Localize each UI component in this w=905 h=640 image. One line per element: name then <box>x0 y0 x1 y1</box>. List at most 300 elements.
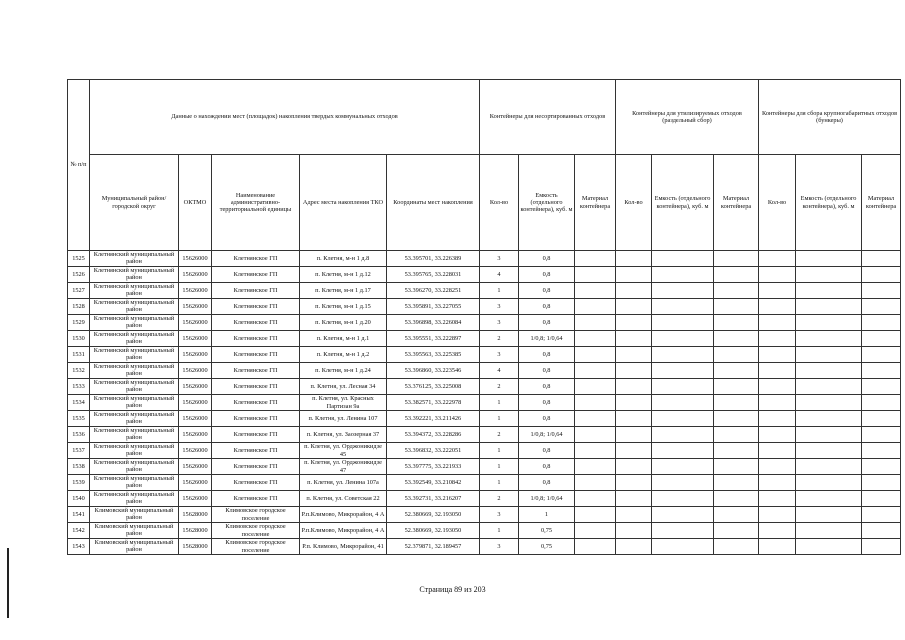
unsorted-material-cell <box>575 427 616 443</box>
sorted-material-cell <box>714 347 759 363</box>
table-row <box>68 459 901 475</box>
header-sorted-group: Контейнеры для утилизируемых отходов (раздельный сбор) <box>616 80 759 155</box>
coords-cell: 53.394372, 33.228286 <box>387 427 480 443</box>
sorted-capacity-cell <box>652 331 714 347</box>
unsorted-capacity-cell: 0,8 <box>519 267 575 283</box>
sorted-material-cell <box>714 491 759 507</box>
coords-cell: 52.379871, 32.189457 <box>387 539 480 555</box>
coords-cell: 53.376125, 33.225008 <box>387 379 480 395</box>
sorted-capacity-cell <box>652 459 714 475</box>
bulky-capacity-cell <box>796 507 862 523</box>
sorted-qty-cell <box>616 523 652 539</box>
address-cell: п. Клетня, ул. Красных Партизан 9а <box>300 395 387 411</box>
unsorted-capacity-cell: 1/0,8; 1/0,64 <box>519 427 575 443</box>
sorted-qty-cell <box>616 539 652 555</box>
sorted-qty-cell <box>616 427 652 443</box>
address-cell: Р.п.Климово, Микрорайон, 4 А <box>300 507 387 523</box>
header-location-group: Данные о нахождении мест (площадок) накопления твердых коммунальных отходов <box>90 80 480 155</box>
bulky-qty-cell <box>759 459 796 475</box>
unsorted-capacity-cell: 0,8 <box>519 443 575 459</box>
unsorted-material-cell <box>575 539 616 555</box>
sorted-qty-cell <box>616 283 652 299</box>
coords-cell: 53.396898, 33.226084 <box>387 315 480 331</box>
bulky-capacity-cell <box>796 267 862 283</box>
oktmo-cell: 15626000 <box>179 395 212 411</box>
bulky-qty-cell <box>759 523 796 539</box>
table-row <box>68 491 901 507</box>
address-cell: Р.п. Климово, Микрорайон, 41 <box>300 539 387 555</box>
row-number: 1533 <box>68 379 90 395</box>
unsorted-qty-cell: 1 <box>480 443 519 459</box>
sorted-material-cell <box>714 523 759 539</box>
address-cell: п. Клетня, м-н 1 д.12 <box>300 267 387 283</box>
coords-cell: 53.395765, 33.228031 <box>387 267 480 283</box>
oktmo-cell: 15626000 <box>179 475 212 491</box>
municipality-cell: Климовский муниципальный район <box>90 539 179 555</box>
row-number: 1541 <box>68 507 90 523</box>
unsorted-capacity-cell: 1/0,8; 1/0,64 <box>519 331 575 347</box>
bulky-material-cell <box>862 283 901 299</box>
bulky-material-cell <box>862 523 901 539</box>
oktmo-cell: 15626000 <box>179 331 212 347</box>
address-cell: п. Клетня, м-н 1 д.8 <box>300 251 387 267</box>
bulky-capacity-cell <box>796 443 862 459</box>
territory-cell: Клетнянское ГП <box>212 491 300 507</box>
row-number: 1528 <box>68 299 90 315</box>
sorted-material-cell <box>714 299 759 315</box>
oktmo-cell: 15626000 <box>179 363 212 379</box>
sorted-qty-cell <box>616 251 652 267</box>
territory-cell: Клетнянское ГП <box>212 299 300 315</box>
unsorted-capacity-cell: 0,8 <box>519 347 575 363</box>
territory-cell: Климовское городское поселение <box>212 523 300 539</box>
bulky-material-cell <box>862 363 901 379</box>
bulky-material-cell <box>862 507 901 523</box>
unsorted-material-cell <box>575 315 616 331</box>
oktmo-cell: 15628000 <box>179 539 212 555</box>
bulky-material-cell <box>862 411 901 427</box>
coords-cell: 53.395891, 33.227055 <box>387 299 480 315</box>
municipality-cell: Клетнянский муниципальный район <box>90 459 179 475</box>
address-cell: п. Клетня, ул. Орджоникидзе 47 <box>300 459 387 475</box>
territory-cell: Клетнянское ГП <box>212 347 300 363</box>
unsorted-capacity-cell: 0,8 <box>519 395 575 411</box>
sorted-material-cell <box>714 539 759 555</box>
sorted-material-cell <box>714 507 759 523</box>
oktmo-cell: 15628000 <box>179 523 212 539</box>
unsorted-qty-cell: 2 <box>480 379 519 395</box>
bulky-capacity-cell <box>796 475 862 491</box>
coords-cell: 53.396860, 33.223546 <box>387 363 480 379</box>
table-row <box>68 507 901 523</box>
unsorted-capacity-cell: 1/0,8; 1/0,64 <box>519 491 575 507</box>
bulky-capacity-cell <box>796 427 862 443</box>
bulky-qty-cell <box>759 411 796 427</box>
unsorted-qty-cell: 2 <box>480 331 519 347</box>
unsorted-capacity-cell: 0,8 <box>519 251 575 267</box>
oktmo-cell: 15626000 <box>179 379 212 395</box>
unsorted-qty-cell: 3 <box>480 507 519 523</box>
sorted-capacity-cell <box>652 411 714 427</box>
sorted-material-cell <box>714 395 759 411</box>
bulky-material-cell <box>862 315 901 331</box>
municipality-cell: Клетнянский муниципальный район <box>90 411 179 427</box>
unsorted-qty-cell: 1 <box>480 475 519 491</box>
bulky-qty-cell <box>759 507 796 523</box>
unsorted-qty-cell: 2 <box>480 491 519 507</box>
header-municipality: Муниципальный район/городской округ <box>90 155 179 251</box>
sorted-material-cell <box>714 251 759 267</box>
municipality-cell: Клетнянский муниципальный район <box>90 267 179 283</box>
bulky-qty-cell <box>759 379 796 395</box>
bulky-qty-cell <box>759 267 796 283</box>
address-cell: п. Клетня, м-н 1 д.15 <box>300 299 387 315</box>
address-cell: п. Клетня, ул. Ленина 107 <box>300 411 387 427</box>
unsorted-qty-cell: 1 <box>480 411 519 427</box>
table-row <box>68 475 901 491</box>
unsorted-capacity-cell: 0,75 <box>519 539 575 555</box>
bulky-material-cell <box>862 299 901 315</box>
row-number: 1537 <box>68 443 90 459</box>
table-row <box>68 523 901 539</box>
header-bulky-material: Материал контейнера <box>862 155 901 251</box>
municipality-cell: Клетнянский муниципальный район <box>90 491 179 507</box>
header-bulky-qty: Кол-во <box>759 155 796 251</box>
page-number: Страница 89 из 203 <box>419 585 486 594</box>
bulky-material-cell <box>862 475 901 491</box>
oktmo-cell: 15626000 <box>179 491 212 507</box>
row-number: 1529 <box>68 315 90 331</box>
municipality-cell: Клетнянский муниципальный район <box>90 347 179 363</box>
oktmo-cell: 15626000 <box>179 347 212 363</box>
register-sheet <box>67 79 901 555</box>
bulky-material-cell <box>862 491 901 507</box>
table-row <box>68 539 901 555</box>
municipality-cell: Климовский муниципальный район <box>90 507 179 523</box>
bulky-capacity-cell <box>796 539 862 555</box>
row-number: 1532 <box>68 363 90 379</box>
sorted-qty-cell <box>616 331 652 347</box>
sorted-capacity-cell <box>652 363 714 379</box>
territory-cell: Клетнянское ГП <box>212 475 300 491</box>
unsorted-material-cell <box>575 459 616 475</box>
header-unsorted-material: Материал контейнера <box>575 155 616 251</box>
margin-rule <box>7 548 9 618</box>
bulky-capacity-cell <box>796 347 862 363</box>
table-body <box>68 251 901 555</box>
header-unsorted-capacity: Емкость (отдельного контейнера), куб. м <box>519 155 575 251</box>
unsorted-material-cell <box>575 267 616 283</box>
sorted-capacity-cell <box>652 507 714 523</box>
territory-cell: Клетнянское ГП <box>212 459 300 475</box>
unsorted-qty-cell: 3 <box>480 347 519 363</box>
bulky-capacity-cell <box>796 523 862 539</box>
territory-cell: Клетнянское ГП <box>212 283 300 299</box>
row-number: 1530 <box>68 331 90 347</box>
row-number: 1536 <box>68 427 90 443</box>
unsorted-material-cell <box>575 507 616 523</box>
sorted-material-cell <box>714 427 759 443</box>
territory-cell: Климовское городское поселение <box>212 507 300 523</box>
bulky-capacity-cell <box>796 411 862 427</box>
sorted-material-cell <box>714 315 759 331</box>
territory-cell: Клетнянское ГП <box>212 379 300 395</box>
header-sorted-material: Материал контейнера <box>714 155 759 251</box>
sorted-material-cell <box>714 459 759 475</box>
sorted-capacity-cell <box>652 427 714 443</box>
oktmo-cell: 15626000 <box>179 427 212 443</box>
sorted-capacity-cell <box>652 539 714 555</box>
sorted-capacity-cell <box>652 379 714 395</box>
sorted-capacity-cell <box>652 251 714 267</box>
unsorted-qty-cell: 3 <box>480 251 519 267</box>
bulky-material-cell <box>862 427 901 443</box>
table-row <box>68 443 901 459</box>
municipality-cell: Клетнянский муниципальный район <box>90 475 179 491</box>
address-cell: п. Клетня, ул. Советская 22 <box>300 491 387 507</box>
row-number: 1538 <box>68 459 90 475</box>
municipality-cell: Клетнянский муниципальный район <box>90 395 179 411</box>
coords-cell: 53.395551, 33.222897 <box>387 331 480 347</box>
bulky-qty-cell <box>759 363 796 379</box>
bulky-material-cell <box>862 251 901 267</box>
municipality-cell: Клетнянский муниципальный район <box>90 283 179 299</box>
bulky-qty-cell <box>759 251 796 267</box>
unsorted-material-cell <box>575 299 616 315</box>
bulky-capacity-cell <box>796 331 862 347</box>
territory-cell: Клетнянское ГП <box>212 411 300 427</box>
sorted-capacity-cell <box>652 315 714 331</box>
coords-cell: 53.396270, 33.228251 <box>387 283 480 299</box>
row-number: 1543 <box>68 539 90 555</box>
sorted-qty-cell <box>616 475 652 491</box>
waste-sites-table <box>67 79 901 555</box>
table-row <box>68 427 901 443</box>
bulky-material-cell <box>862 395 901 411</box>
territory-cell: Клетнянское ГП <box>212 395 300 411</box>
sorted-material-cell <box>714 443 759 459</box>
unsorted-capacity-cell: 0,75 <box>519 523 575 539</box>
unsorted-capacity-cell: 0,8 <box>519 475 575 491</box>
unsorted-capacity-cell: 0,8 <box>519 315 575 331</box>
municipality-cell: Клетнянский муниципальный район <box>90 315 179 331</box>
unsorted-material-cell <box>575 251 616 267</box>
unsorted-capacity-cell: 0,8 <box>519 411 575 427</box>
address-cell: п. Клетня, м-н 1 д.24 <box>300 363 387 379</box>
bulky-capacity-cell <box>796 459 862 475</box>
bulky-qty-cell <box>759 395 796 411</box>
oktmo-cell: 15626000 <box>179 267 212 283</box>
header-address: Адрес места накопления ТКО <box>300 155 387 251</box>
oktmo-cell: 15626000 <box>179 411 212 427</box>
bulky-qty-cell <box>759 283 796 299</box>
territory-cell: Клетнянское ГП <box>212 331 300 347</box>
sorted-qty-cell <box>616 443 652 459</box>
bulky-qty-cell <box>759 347 796 363</box>
bulky-material-cell <box>862 379 901 395</box>
sorted-qty-cell <box>616 507 652 523</box>
unsorted-qty-cell: 1 <box>480 395 519 411</box>
table-row <box>68 363 901 379</box>
address-cell: п. Клетня, ул. Орджоникидзе 45 <box>300 443 387 459</box>
header-territory: Наименование административно-территориальной единицы <box>212 155 300 251</box>
municipality-cell: Климовский муниципальный район <box>90 523 179 539</box>
unsorted-material-cell <box>575 331 616 347</box>
address-cell: п. Клетня, ул. Заозерная 37 <box>300 427 387 443</box>
bulky-capacity-cell <box>796 283 862 299</box>
unsorted-material-cell <box>575 395 616 411</box>
bulky-qty-cell <box>759 491 796 507</box>
unsorted-material-cell <box>575 347 616 363</box>
sorted-qty-cell <box>616 379 652 395</box>
bulky-qty-cell <box>759 475 796 491</box>
bulky-qty-cell <box>759 427 796 443</box>
table-row <box>68 379 901 395</box>
unsorted-material-cell <box>575 443 616 459</box>
sorted-capacity-cell <box>652 475 714 491</box>
table-row <box>68 315 901 331</box>
sorted-capacity-cell <box>652 347 714 363</box>
territory-cell: Клетнянское ГП <box>212 363 300 379</box>
bulky-material-cell <box>862 443 901 459</box>
oktmo-cell: 15626000 <box>179 315 212 331</box>
header-sorted-capacity: Емкость (отдельного контейнера), куб. м <box>652 155 714 251</box>
table-row <box>68 331 901 347</box>
oktmo-cell: 15628000 <box>179 507 212 523</box>
table-row <box>68 267 901 283</box>
bulky-qty-cell <box>759 331 796 347</box>
bulky-capacity-cell <box>796 363 862 379</box>
bulky-material-cell <box>862 459 901 475</box>
header-num: № п/п <box>68 80 90 251</box>
bulky-qty-cell <box>759 299 796 315</box>
sorted-capacity-cell <box>652 491 714 507</box>
unsorted-qty-cell: 1 <box>480 459 519 475</box>
address-cell: п. Клетня, м-н 1 д.20 <box>300 315 387 331</box>
sorted-material-cell <box>714 363 759 379</box>
territory-cell: Климовское городское поселение <box>212 539 300 555</box>
coords-cell: 53.392731, 33.216207 <box>387 491 480 507</box>
coords-cell: 53.397775, 33.221933 <box>387 459 480 475</box>
sorted-qty-cell <box>616 299 652 315</box>
unsorted-capacity-cell: 0,8 <box>519 459 575 475</box>
sorted-qty-cell <box>616 347 652 363</box>
unsorted-material-cell <box>575 411 616 427</box>
unsorted-qty-cell: 4 <box>480 267 519 283</box>
sorted-material-cell <box>714 283 759 299</box>
address-cell: п. Клетня, м-н 1 д.1 <box>300 331 387 347</box>
unsorted-material-cell <box>575 491 616 507</box>
header-bulky-capacity: Емкость (отдельного контейнера), куб. м <box>796 155 862 251</box>
oktmo-cell: 15626000 <box>179 459 212 475</box>
sorted-qty-cell <box>616 459 652 475</box>
municipality-cell: Клетнянский муниципальный район <box>90 379 179 395</box>
sorted-qty-cell <box>616 395 652 411</box>
coords-cell: 53.392549, 33.210842 <box>387 475 480 491</box>
row-number: 1539 <box>68 475 90 491</box>
territory-cell: Клетнянское ГП <box>212 267 300 283</box>
sorted-material-cell <box>714 379 759 395</box>
unsorted-qty-cell: 4 <box>480 363 519 379</box>
municipality-cell: Клетнянский муниципальный район <box>90 251 179 267</box>
oktmo-cell: 15626000 <box>179 299 212 315</box>
unsorted-capacity-cell: 0,8 <box>519 363 575 379</box>
table-row <box>68 395 901 411</box>
territory-cell: Клетнянское ГП <box>212 443 300 459</box>
sorted-qty-cell <box>616 411 652 427</box>
bulky-material-cell <box>862 539 901 555</box>
row-number: 1527 <box>68 283 90 299</box>
unsorted-qty-cell: 2 <box>480 427 519 443</box>
bulky-material-cell <box>862 267 901 283</box>
row-number: 1542 <box>68 523 90 539</box>
address-cell: п. Клетня, ул. Лесная 34 <box>300 379 387 395</box>
coords-cell: 53.395701, 33.226389 <box>387 251 480 267</box>
bulky-material-cell <box>862 347 901 363</box>
sorted-capacity-cell <box>652 283 714 299</box>
address-cell: п. Клетня, м-н 1 д.2 <box>300 347 387 363</box>
row-number: 1526 <box>68 267 90 283</box>
table-row <box>68 251 901 267</box>
unsorted-material-cell <box>575 363 616 379</box>
sorted-capacity-cell <box>652 395 714 411</box>
coords-cell: 53.396832, 33.222051 <box>387 443 480 459</box>
oktmo-cell: 15626000 <box>179 251 212 267</box>
unsorted-capacity-cell: 0,8 <box>519 299 575 315</box>
sorted-capacity-cell <box>652 267 714 283</box>
unsorted-material-cell <box>575 523 616 539</box>
sorted-qty-cell <box>616 267 652 283</box>
unsorted-qty-cell: 1 <box>480 283 519 299</box>
row-number: 1540 <box>68 491 90 507</box>
table-row <box>68 347 901 363</box>
header-bulky-group: Контейнеры для сбора крупногабаритных отходов (бункеры) <box>759 80 901 155</box>
address-cell: п. Клетня, ул. Ленина 107а <box>300 475 387 491</box>
row-number: 1531 <box>68 347 90 363</box>
row-number: 1535 <box>68 411 90 427</box>
sorted-material-cell <box>714 411 759 427</box>
header-coords: Координаты мест накопления <box>387 155 480 251</box>
unsorted-qty-cell: 3 <box>480 315 519 331</box>
bulky-material-cell <box>862 331 901 347</box>
municipality-cell: Клетнянский муниципальный район <box>90 331 179 347</box>
coords-cell: 53.382571, 33.222978 <box>387 395 480 411</box>
unsorted-material-cell <box>575 475 616 491</box>
sorted-qty-cell <box>616 491 652 507</box>
territory-cell: Клетнянское ГП <box>212 427 300 443</box>
row-number: 1525 <box>68 251 90 267</box>
unsorted-capacity-cell: 0,8 <box>519 379 575 395</box>
sorted-capacity-cell <box>652 299 714 315</box>
coords-cell: 52.380669, 32.193050 <box>387 523 480 539</box>
bulky-qty-cell <box>759 539 796 555</box>
unsorted-capacity-cell: 0,8 <box>519 283 575 299</box>
bulky-capacity-cell <box>796 251 862 267</box>
sorted-qty-cell <box>616 363 652 379</box>
header-sorted-qty: Кол-во <box>616 155 652 251</box>
table-row <box>68 299 901 315</box>
unsorted-qty-cell: 3 <box>480 299 519 315</box>
bulky-capacity-cell <box>796 395 862 411</box>
header-unsorted-group: Контейнеры для несортированных отходов <box>480 80 616 155</box>
bulky-qty-cell <box>759 443 796 459</box>
address-cell: п. Клетня, м-н 1 д.17 <box>300 283 387 299</box>
municipality-cell: Клетнянский муниципальный район <box>90 427 179 443</box>
row-number: 1534 <box>68 395 90 411</box>
unsorted-capacity-cell: 1 <box>519 507 575 523</box>
bulky-qty-cell <box>759 315 796 331</box>
bulky-capacity-cell <box>796 315 862 331</box>
